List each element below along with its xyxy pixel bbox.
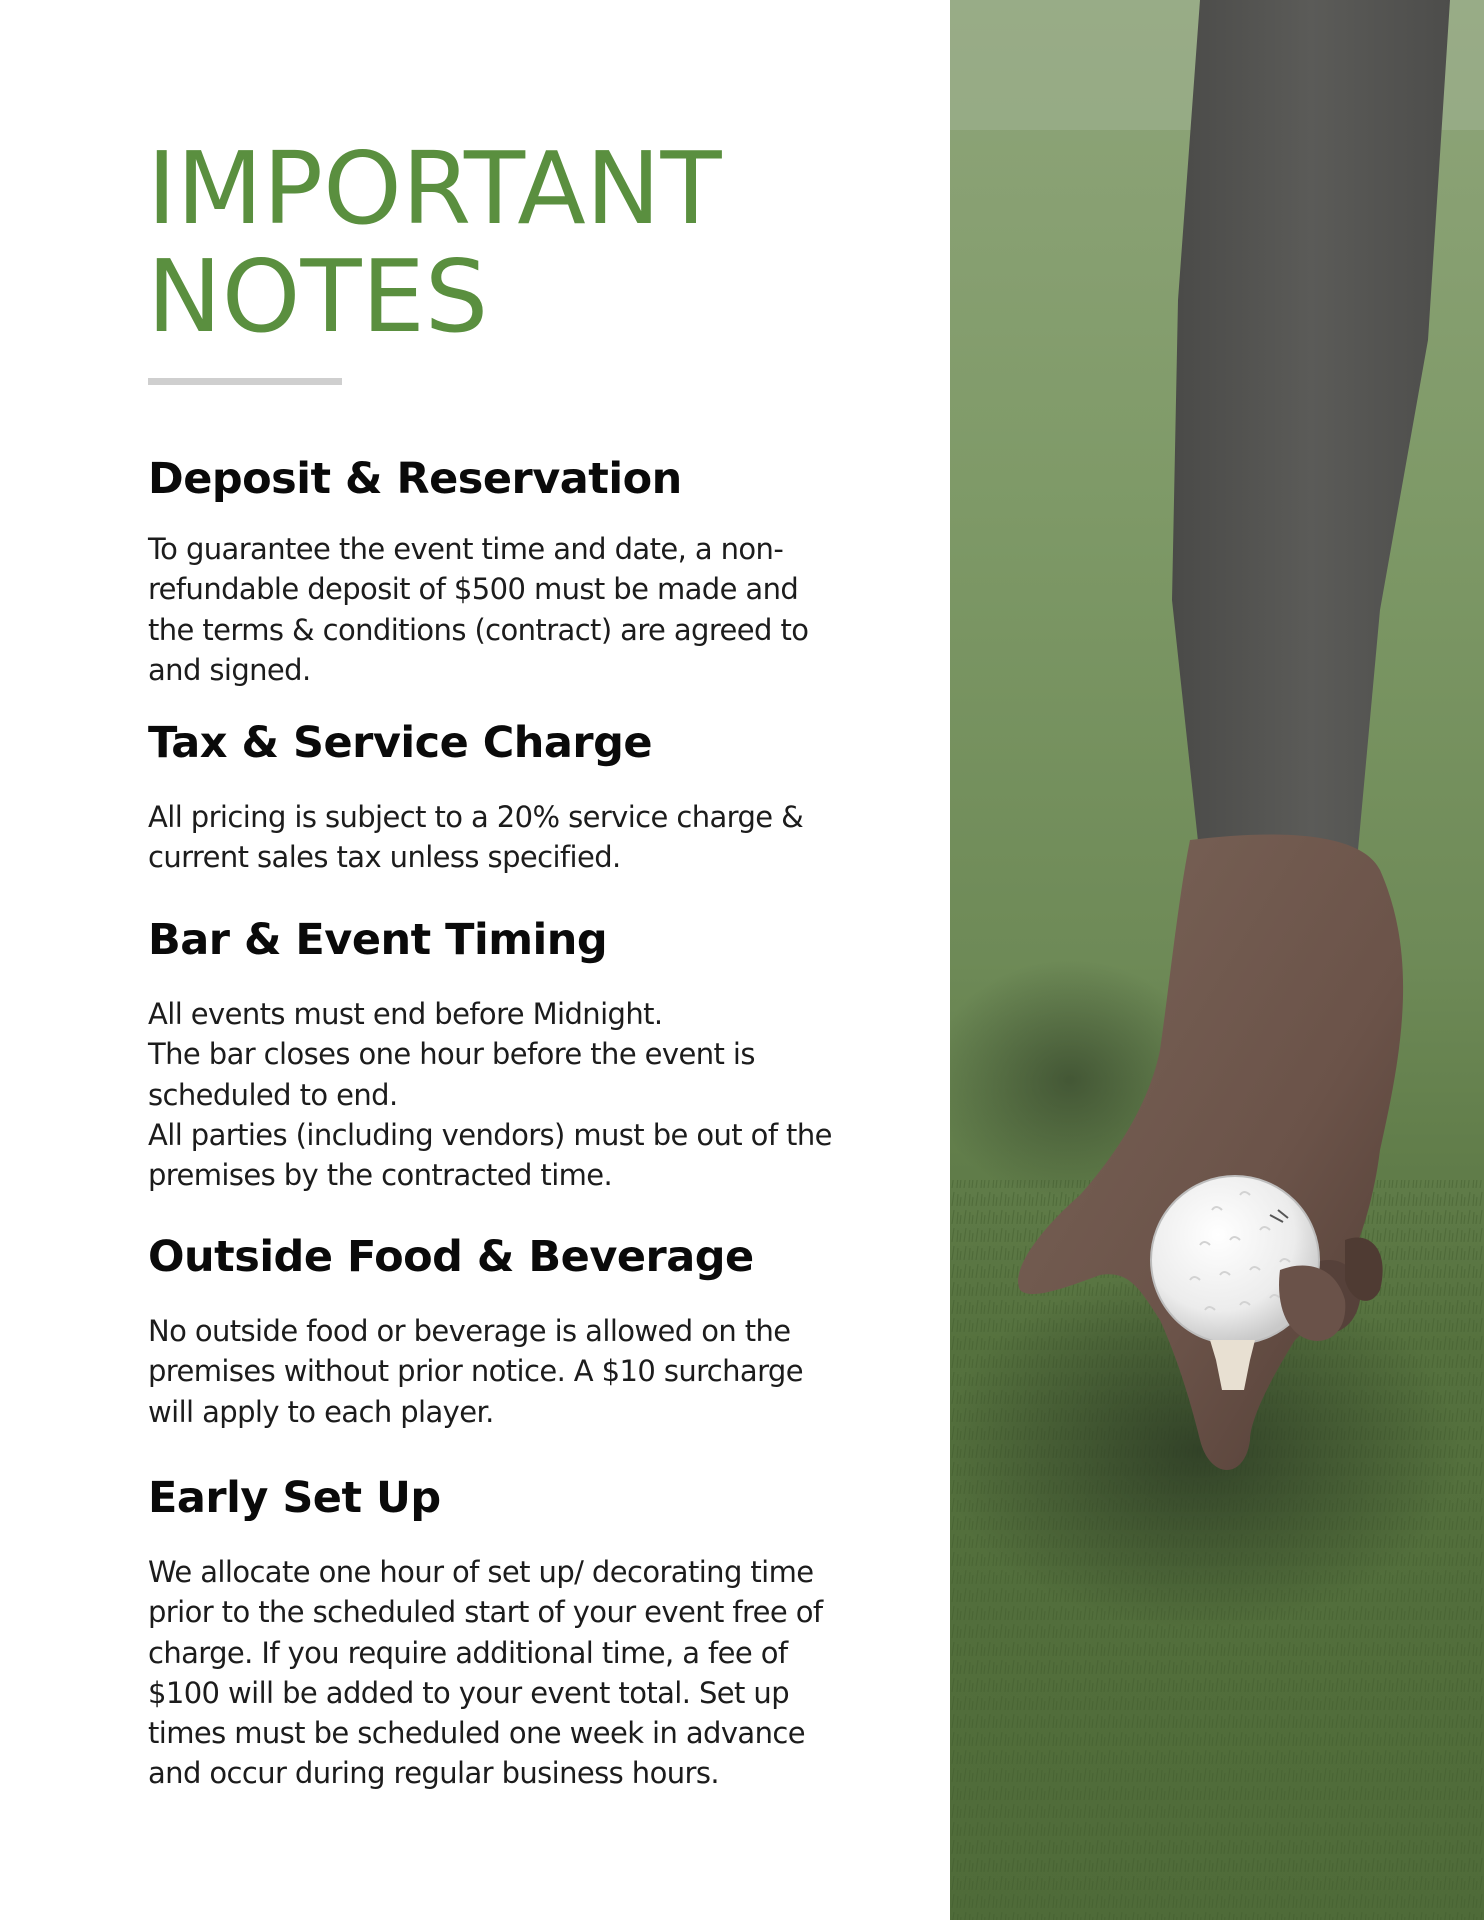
body-line: $100 will be added to your event total. Set up [148, 1675, 790, 1710]
section-body [148, 1311, 888, 1432]
hand-placing-golf-ball-on-tee-icon [950, 0, 1484, 1920]
body-line: and occur during regular business hours. [148, 1756, 719, 1791]
section-heading: Outside Food & Beverage [148, 1232, 754, 1282]
body-line: All pricing is subject to a 20% service charge & [148, 800, 804, 834]
body-line: All parties (including vendors) must be out of the [148, 1117, 832, 1152]
title-divider [148, 378, 342, 385]
body-line: the terms & conditions (contract) are agreed to [148, 612, 809, 647]
section-body [148, 994, 888, 1195]
body-line: prior to the scheduled start of your event free of [148, 1595, 823, 1630]
body-line: We allocate one hour of set up/ decorating time [148, 1555, 814, 1589]
section-early-set-up [148, 1472, 888, 1794]
page-title-line-1: IMPORTANT [147, 130, 722, 247]
body-line: premises without prior notice. A $10 surcharge [148, 1354, 803, 1389]
section-heading: Deposit & Reservation [148, 454, 682, 504]
body-line: will apply to each player. [148, 1394, 494, 1429]
section-heading: Early Set Up [148, 1473, 441, 1523]
body-line: refundable deposit of $500 must be made and [148, 572, 799, 607]
section-bar-event-timing [148, 914, 888, 1195]
section-body [148, 797, 888, 878]
section-body [148, 529, 888, 690]
body-line: scheduled to end. [148, 1077, 398, 1112]
body-line: times must be scheduled one week in advance [148, 1716, 805, 1751]
body-line: No outside food or beverage is allowed on the [148, 1314, 791, 1348]
body-line: charge. If you require additional time, a fee of [148, 1635, 788, 1670]
section-heading: Tax & Service Charge [148, 718, 653, 768]
body-line: premises by the contracted time. [148, 1158, 613, 1193]
body-line: All events must end before Midnight. [148, 997, 663, 1031]
body-line: The bar closes one hour before the event is [148, 1037, 755, 1072]
page-title [147, 130, 722, 355]
section-deposit-reservation [148, 453, 888, 690]
section-tax-service-charge [148, 717, 888, 878]
body-line: To guarantee the event time and date, a non- [148, 532, 784, 566]
body-line: and signed. [148, 652, 311, 687]
page-title-line-2: NOTES [147, 238, 489, 355]
section-heading: Bar & Event Timing [148, 915, 608, 965]
section-body [148, 1552, 888, 1794]
golf-photo [950, 0, 1484, 1920]
section-outside-food-beverage [148, 1231, 888, 1432]
body-line: current sales tax unless specified. [148, 840, 621, 875]
